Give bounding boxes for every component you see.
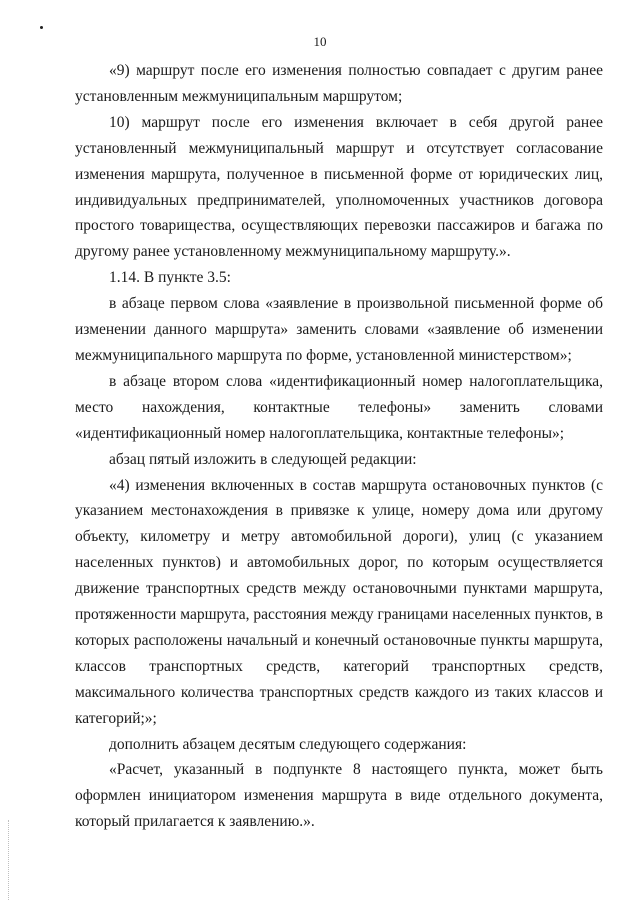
paragraph-fifth-abzac-intro: абзац пятый изложить в следующей редакции: [109, 450, 417, 468]
paragraph-section-1-14: 1.14. В пункте 3.5: [109, 269, 231, 287]
paragraph-second-abzac: в абзаце втором слова «идентификационный номер налогоплательщика, место нахождения, контактные телефоны» заменить словами «идентификационный номер налогоплательщика, контактные телефоны»; [75, 372, 603, 442]
scan-speck [40, 26, 43, 29]
paragraph-item-4: «4) изменения включенных в состав маршрута остановочных пунктов (с указанием местонахождения в привязке к улице, номеру дома или другому объекту, километру и метру автомобильной дороги), улиц (с указанием населенных пунктов) и автомобильных дорог, по которым осуществляется движение транспортных средств между остановочными пунктами маршрута, протяженности маршрута, расстояния между границами населенных пунктов, в которых расположены начальный и конечный остановочные пункты маршрута, классов транспортных средств, категорий транспортных средств, максимального количества транспортных средств каждого из таких классов и категорий;»; [75, 476, 603, 727]
scan-margin-marks [8, 820, 11, 900]
paragraph-first-abzac: в абзаце первом слова «заявление в произвольной письменной форме об изменении данного маршрута» заменить словами «заявление об изменении межмуниципального маршрута по форме, установленной министерством»; [75, 295, 603, 364]
paragraph-item-10: 10) маршрут после его изменения включает в себя другой ранее установленный межмуниципальный маршрут и отсутствует согласование изменения маршрута, полученное в письменной форме от юридических лиц, индивидуальных предпринимателей, уполномоченных участников договора простого товарищества, осуществляющих перевозки пассажиров и багажа по другому ранее установленному межмуниципальному маршруту.». [75, 113, 603, 261]
paragraph-item-9: «9) маршрут после его изменения полностью совпадает с другим ранее установленным межмуниципальным маршрутом; [75, 62, 603, 105]
paragraph-calculation: «Расчет, указанный в подпункте 8 настоящего пункта, может быть оформлен инициатором изменения маршрута в виде отдельного документа, который прилагается к заявлению.». [75, 761, 603, 831]
document-body [75, 58, 603, 835]
page-number: 10 [313, 34, 327, 49]
paragraph-tenth-abzac-intro: дополнить абзацем десятым следующего содержания: [109, 735, 467, 753]
